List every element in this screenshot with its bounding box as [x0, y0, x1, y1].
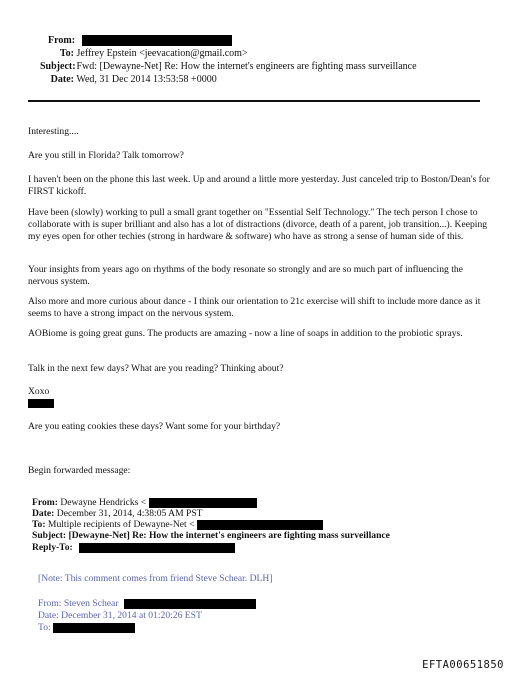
forwarded-to-label: To:: [32, 519, 46, 530]
forwarded-replyto-row: [32, 542, 235, 554]
body-paragraph: AOBiome is going great guns. The products are amazing - now a line of soaps in addition to the probiotic sprays.: [28, 328, 463, 339]
header-to-label: To:: [59, 48, 74, 59]
header-from-label: From:: [48, 35, 76, 46]
forwarded-from-value: Dewayne Hendricks <: [60, 497, 147, 508]
forwarded-date-label: Date:: [32, 508, 55, 519]
quoted-from-row: [38, 598, 256, 610]
redacted-block: [124, 599, 256, 609]
forwarded-subject-value: [Dewayne-Net] Re: How the internet's engineers are fighting mass surveillance: [68, 530, 390, 541]
body-paragraph: Have been (slowly) working to pull a small grant together on "Essential Self Technology." The tech person I chose to collaborate with is super brilliant and also has a lot of distractions (divorce, death of a parent, job transition...). Keeping my eyes open for other techies (strong in hardware & software) who have as strong a sense of human side of this.: [28, 207, 488, 242]
header-date-row: [49, 73, 217, 86]
redacted-block: [149, 498, 257, 508]
header-from-row: [48, 34, 232, 47]
forwarded-to-row: [32, 519, 323, 531]
forwarded-subject-label: Subject:: [32, 530, 67, 541]
forwarded-from-label: From:: [32, 497, 58, 508]
forwarded-subject-row: [32, 530, 390, 542]
header-subject-label: Subject:: [40, 61, 76, 72]
forwarded-from-row: [32, 497, 257, 509]
quoted-date-row: Date: December 31, 2014 at 01:20:26 EST: [38, 610, 202, 621]
redacted-block: [197, 520, 323, 530]
body-paragraph: Are you still in Florida? Talk tomorrow?: [28, 150, 184, 161]
header-to-value: Jeffrey Epstein <jeevacation@gmail.com>: [76, 48, 248, 59]
forwarded-to-value: Multiple recipients of Dewayne-Net <: [47, 519, 195, 530]
forwarded-date-value: December 31, 2014, 4:38:05 AM PST: [56, 508, 203, 519]
body-paragraph: Begin forwarded message:: [28, 465, 131, 476]
forwarded-replyto-label: Reply-To:: [32, 542, 73, 553]
redacted-block: [79, 543, 235, 553]
document-id: EFTA00651850: [422, 659, 504, 671]
quoted-to-value: To:: [38, 622, 51, 633]
body-paragraph: Interesting....: [28, 126, 79, 137]
body-paragraph: Talk in the next few days? What are you reading? Thinking about?: [28, 363, 284, 374]
quoted-note: [Note: This comment comes from friend Steve Schear. DLH]: [38, 573, 273, 584]
header-subject-row: [40, 60, 417, 73]
forwarded-date-row: [32, 508, 203, 520]
header-subject-value: Fwd: [Dewayne-Net] Re: How the internet's engineers are fighting mass surveillance: [76, 61, 417, 72]
header-date-label: Date:: [50, 74, 74, 85]
body-paragraph: Also more and more curious about dance - I think our orientation to 21c exercise will shift to include more dance as it seems to have a strong impact on the nervous system.: [28, 296, 481, 319]
header-date-value: Wed, 31 Dec 2014 13:53:58 +0000: [76, 74, 217, 85]
body-paragraph: Your insights from years ago on rhythms of the body resonate so strongly and are so much part of influencing the nervous system.: [28, 264, 463, 287]
header-to-row: [58, 47, 248, 60]
body-paragraph: I haven't been on the phone this last week. Up and around a little more yesterday. Just canceled trip to Boston/Dean's for FIRST kickoff.: [28, 174, 490, 197]
body-paragraph: Are you eating cookies these days? Want some for your birthday?: [28, 421, 281, 432]
header-divider: [28, 100, 480, 102]
redacted-block: [28, 399, 54, 408]
quoted-from-value: From: Steven Schear: [38, 598, 119, 609]
redacted-block: [53, 623, 135, 633]
redacted-block: [82, 35, 232, 46]
body-paragraph: Xoxo: [28, 386, 50, 397]
quoted-to-row: [38, 622, 135, 634]
